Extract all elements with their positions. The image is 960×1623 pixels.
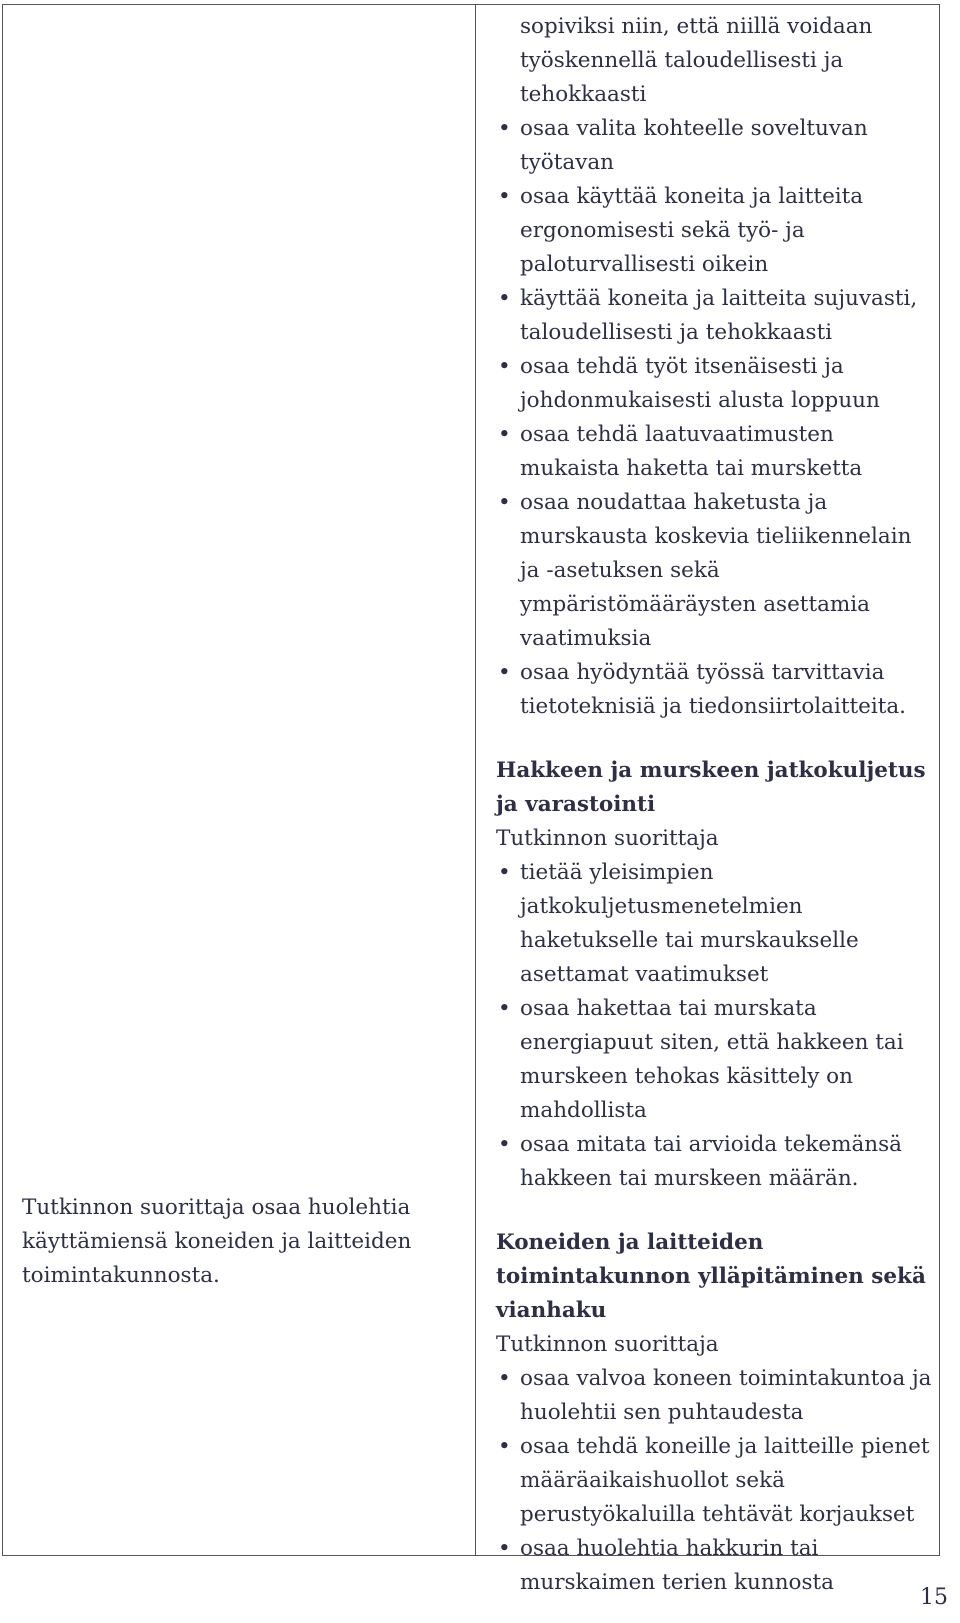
bullet-icon: •	[498, 1434, 511, 1459]
section-transport	[496, 754, 936, 1196]
left-cell-text: Tutkinnon suorittaja osaa huolehtia käyttämiensä koneiden ja laitteiden toimintakunnosta.	[22, 1195, 412, 1288]
list-item: • osaa tehdä koneille ja laitteille pienet määräaikaishuollot sekä perustyökaluilla tehtävät korjaukset	[496, 1430, 936, 1532]
bullet-icon: •	[498, 660, 511, 685]
section-intro: Tutkinnon suorittaja	[496, 1332, 719, 1357]
column-divider	[475, 5, 476, 1555]
list-item: • osaa valita kohteelle soveltuvan työtavan	[496, 112, 936, 180]
list-item: • osaa noudattaa haketusta ja murskausta koskevia tieliikennelain ja -asetuksen sekä ympäristömääräysten asettamia vaatimuksia	[496, 486, 936, 656]
right-cell	[496, 10, 936, 1600]
list-item: • osaa hakettaa tai murskata energiapuut siten, että hakkeen tai murskeen tehokas käsittely on mahdollista	[496, 992, 936, 1128]
bullet-icon: •	[498, 1132, 511, 1157]
top-bullet-list	[496, 112, 936, 724]
bullet-icon: •	[498, 422, 511, 447]
bullet-icon: •	[498, 490, 511, 515]
section-maintenance	[496, 1226, 936, 1600]
section-intro: Tutkinnon suorittaja	[496, 826, 719, 851]
list-item: • osaa tehdä työt itsenäisesti ja johdonmukaisesti alusta loppuun	[496, 350, 936, 418]
list-item: • osaa valvoa koneen toimintakuntoa ja huolehtii sen puhtaudesta	[496, 1362, 936, 1430]
bullet-icon: •	[498, 116, 511, 141]
bullet-icon: •	[498, 286, 511, 311]
list-item: • osaa hyödyntää työssä tarvittavia tietoteknisiä ja tiedonsiirtolaitteita.	[496, 656, 936, 724]
page-number: 15	[920, 1585, 948, 1610]
section-heading: Hakkeen ja murskeen jatkokuljetus ja varastointi	[496, 758, 926, 817]
continuation-text: sopiviksi niin, että niillä voidaan työskennellä taloudellisesti ja tehokkaasti	[520, 14, 873, 107]
list-item: • tietää yleisimpien jatkokuljetusmenetelmien haketukselle tai murskaukselle asettamat vaatimukset	[496, 856, 936, 992]
section-heading: Koneiden ja laitteiden toimintakunnon ylläpitäminen sekä vianhaku	[496, 1230, 926, 1323]
bullet-icon: •	[498, 1536, 511, 1561]
list-item: • osaa tehdä laatuvaatimusten mukaista haketta tai mursketta	[496, 418, 936, 486]
list-item: • osaa käyttää koneita ja laitteita ergonomisesti sekä työ- ja paloturvallisesti oikein	[496, 180, 936, 282]
bullet-icon: •	[498, 996, 511, 1021]
list-item: • osaa huolehtia hakkurin tai murskaimen terien kunnosta	[496, 1532, 936, 1600]
bullet-icon: •	[498, 860, 511, 885]
list-item: • käyttää koneita ja laitteita sujuvasti, taloudellisesti ja tehokkaasti	[496, 282, 936, 350]
bullet-icon: •	[498, 1366, 511, 1391]
list-item: • osaa mitata tai arvioida tekemänsä hakkeen tai murskeen määrän.	[496, 1128, 936, 1196]
section-bullet-list	[496, 856, 936, 1196]
bullet-icon: •	[498, 184, 511, 209]
section-bullet-list	[496, 1362, 936, 1600]
bullet-icon: •	[498, 354, 511, 379]
